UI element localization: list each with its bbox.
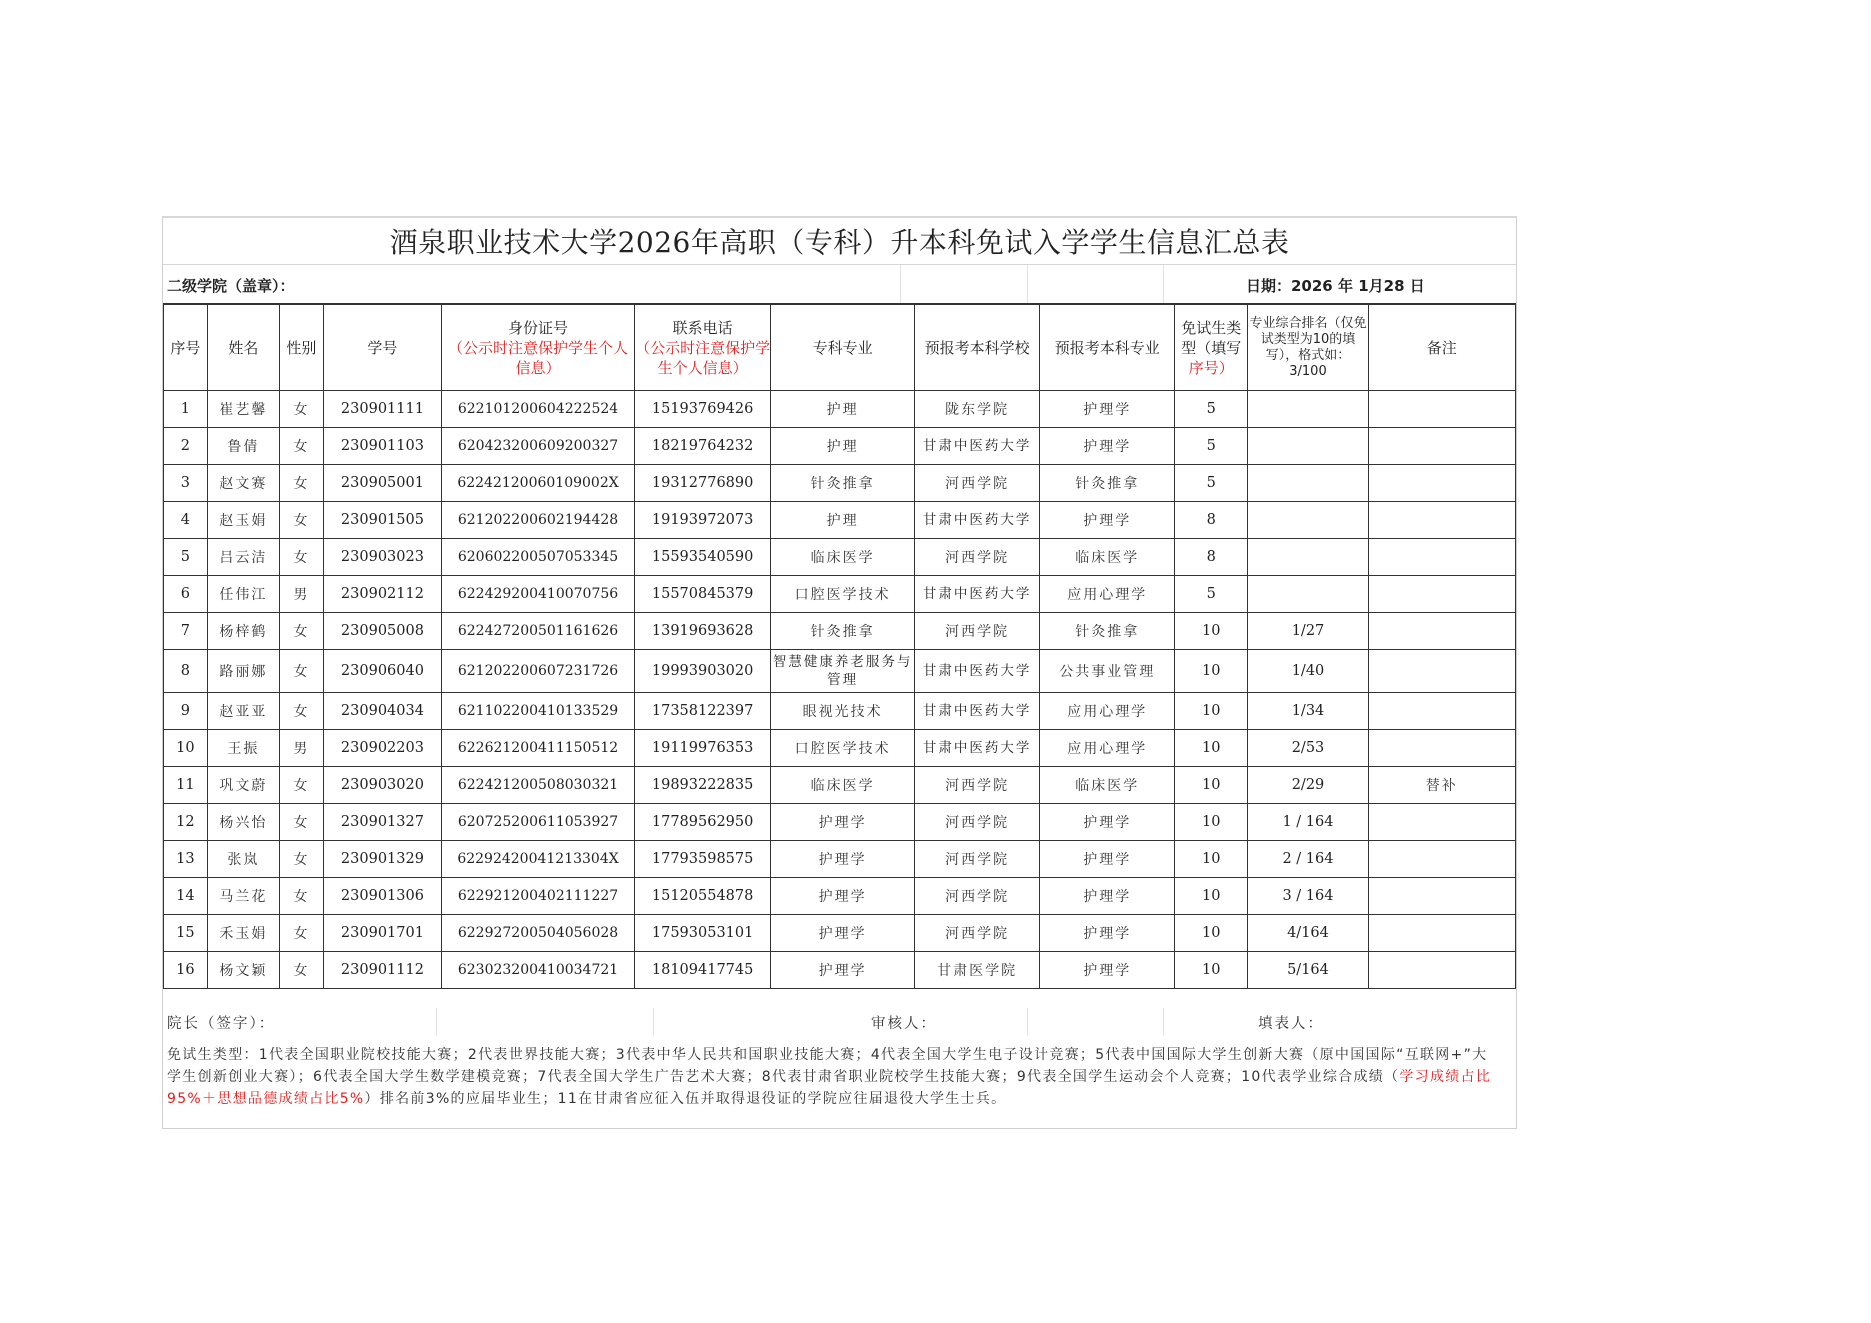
grid-divider xyxy=(1027,1008,1028,1036)
cell-major: 护理学 xyxy=(771,878,914,915)
cell-id-card: 620725200611053927 xyxy=(442,804,635,841)
cell-student-id: 230902112 xyxy=(323,576,442,613)
cell-id-card: 622429200410070756 xyxy=(442,576,635,613)
cell-seq: 13 xyxy=(164,841,208,878)
cell-id-card: 622421200508030321 xyxy=(442,767,635,804)
cell-name: 马兰花 xyxy=(207,878,279,915)
cell-major: 护理 xyxy=(771,502,914,539)
header-name: 姓名 xyxy=(207,305,279,391)
cell-name: 赵亚亚 xyxy=(207,693,279,730)
table-row xyxy=(164,613,1516,650)
cell-phone: 18109417745 xyxy=(634,952,771,989)
table-row xyxy=(164,428,1516,465)
cell-target-school: 河西学院 xyxy=(914,841,1040,878)
table-row xyxy=(164,878,1516,915)
footnote-part3: ）排名前3%的应届毕业生；11在甘肃省应征入伍并取得退役证的学院应往届退役大学生士兵。 xyxy=(364,1091,1007,1107)
cell-target-school: 甘肃中医药大学 xyxy=(914,650,1040,693)
cell-gender: 女 xyxy=(280,841,324,878)
cell-major: 临床医学 xyxy=(771,767,914,804)
cell-target-major: 应用心理学 xyxy=(1040,730,1175,767)
cell-phone: 17793598575 xyxy=(634,841,771,878)
cell-major: 护理学 xyxy=(771,915,914,952)
table-row xyxy=(164,952,1516,989)
cell-rank: 1/27 xyxy=(1248,613,1368,650)
cell-remark xyxy=(1368,693,1516,730)
header-type-label: 免试生类型（填写 xyxy=(1181,318,1242,357)
cell-target-school: 河西学院 xyxy=(914,767,1040,804)
cell-rank: 1 / 164 xyxy=(1248,804,1368,841)
cell-seq: 9 xyxy=(164,693,208,730)
cell-remark xyxy=(1368,804,1516,841)
cell-target-major: 临床医学 xyxy=(1040,767,1175,804)
cell-type: 5 xyxy=(1175,428,1248,465)
cell-name: 张岚 xyxy=(207,841,279,878)
cell-gender: 女 xyxy=(280,767,324,804)
grid-divider xyxy=(1163,1008,1164,1036)
cell-student-id: 230904034 xyxy=(323,693,442,730)
cell-type: 5 xyxy=(1175,391,1248,428)
cell-name: 任伟江 xyxy=(207,576,279,613)
cell-remark: 替补 xyxy=(1368,767,1516,804)
table-row xyxy=(164,804,1516,841)
cell-rank xyxy=(1248,539,1368,576)
cell-rank: 1/34 xyxy=(1248,693,1368,730)
cell-student-id: 230905001 xyxy=(323,465,442,502)
cell-student-id: 230901329 xyxy=(323,841,442,878)
cell-remark xyxy=(1368,539,1516,576)
footnote-highlight: 学习成绩占比95%＋思想品德成绩占比5% xyxy=(167,1069,1492,1107)
cell-seq: 1 xyxy=(164,391,208,428)
cell-student-id: 230901111 xyxy=(323,391,442,428)
cell-seq: 6 xyxy=(164,576,208,613)
cell-phone: 19193972073 xyxy=(634,502,771,539)
cell-remark xyxy=(1368,576,1516,613)
table-row xyxy=(164,539,1516,576)
cell-seq: 10 xyxy=(164,730,208,767)
cell-target-major: 临床医学 xyxy=(1040,539,1175,576)
college-label: 二级学院（盖章）： xyxy=(167,277,295,295)
table-row xyxy=(164,576,1516,613)
header-target-school: 预报考本科学校 xyxy=(914,305,1040,391)
reviewer-label: 审核人： xyxy=(871,1016,937,1032)
table-row xyxy=(164,391,1516,428)
cell-remark xyxy=(1368,841,1516,878)
cell-name: 鲁倩 xyxy=(207,428,279,465)
cell-id-card: 621202200607231726 xyxy=(442,650,635,693)
cell-rank: 2 / 164 xyxy=(1248,841,1368,878)
cell-target-major: 应用心理学 xyxy=(1040,576,1175,613)
table-row xyxy=(164,730,1516,767)
cell-rank xyxy=(1248,465,1368,502)
cell-student-id: 230903020 xyxy=(323,767,442,804)
cell-remark xyxy=(1368,878,1516,915)
cell-seq: 5 xyxy=(164,539,208,576)
cell-major: 护理 xyxy=(771,391,914,428)
cell-seq: 11 xyxy=(164,767,208,804)
cell-id-card: 622621200411150512 xyxy=(442,730,635,767)
cell-target-major: 护理学 xyxy=(1040,804,1175,841)
grid-divider xyxy=(653,1008,654,1036)
date-label: 日期：2026 年 1月28 日 xyxy=(1246,277,1425,295)
cell-seq: 12 xyxy=(164,804,208,841)
cell-remark xyxy=(1368,391,1516,428)
footnote xyxy=(167,1044,1497,1110)
cell-type: 10 xyxy=(1175,767,1248,804)
cell-phone: 15193769426 xyxy=(634,391,771,428)
cell-id-card: 621102200410133529 xyxy=(442,693,635,730)
cell-remark xyxy=(1368,730,1516,767)
grid-divider xyxy=(1027,265,1028,303)
cell-phone: 17593053101 xyxy=(634,915,771,952)
cell-seq: 16 xyxy=(164,952,208,989)
cell-type: 10 xyxy=(1175,650,1248,693)
cell-phone: 17789562950 xyxy=(634,804,771,841)
cell-name: 禾玉娟 xyxy=(207,915,279,952)
table-row xyxy=(164,915,1516,952)
header-id-card-label: 身份证号 xyxy=(508,318,569,337)
cell-id-card: 622921200402111227 xyxy=(442,878,635,915)
cell-gender: 女 xyxy=(280,804,324,841)
cell-remark xyxy=(1368,952,1516,989)
dean-signature-label: 院长（签字）： xyxy=(167,1016,276,1032)
cell-type: 10 xyxy=(1175,915,1248,952)
cell-student-id: 230901306 xyxy=(323,878,442,915)
cell-name: 王振 xyxy=(207,730,279,767)
cell-target-school: 甘肃医学院 xyxy=(914,952,1040,989)
cell-name: 杨梓鹤 xyxy=(207,613,279,650)
cell-target-school: 河西学院 xyxy=(914,878,1040,915)
cell-target-school: 甘肃中医药大学 xyxy=(914,730,1040,767)
cell-type: 10 xyxy=(1175,878,1248,915)
cell-major: 眼视光技术 xyxy=(771,693,914,730)
cell-gender: 女 xyxy=(280,693,324,730)
cell-name: 崔艺馨 xyxy=(207,391,279,428)
footnote-part1: 免试生类型：1代表全国职业院校技能大赛；2代表世界技能大赛；3代表中华人民共和国职业技能大赛；4代表全国大学生电子设计竞赛；5代表中国国际大学生创新大赛（原中国国际“互联网+”大学生创新创业大赛）；6代表全国大学生数学建模竞赛；7代表全国大学生广告艺术大赛；8代表甘肃省职业院校学生技能大赛；9代表全国学生运动会个人竞赛；10代表学业综合成绩（ xyxy=(167,1047,1488,1085)
cell-phone: 15120554878 xyxy=(634,878,771,915)
cell-type: 8 xyxy=(1175,502,1248,539)
cell-gender: 女 xyxy=(280,465,324,502)
cell-id-card: 62292420041213304X xyxy=(442,841,635,878)
cell-phone: 13919693628 xyxy=(634,613,771,650)
cell-rank xyxy=(1248,428,1368,465)
table-row xyxy=(164,650,1516,693)
signature-row xyxy=(163,1008,1516,1036)
cell-major: 护理学 xyxy=(771,952,914,989)
cell-seq: 14 xyxy=(164,878,208,915)
cell-gender: 男 xyxy=(280,730,324,767)
cell-phone: 15593540590 xyxy=(634,539,771,576)
cell-target-school: 河西学院 xyxy=(914,915,1040,952)
cell-student-id: 230901327 xyxy=(323,804,442,841)
cell-seq: 3 xyxy=(164,465,208,502)
cell-phone: 19312776890 xyxy=(634,465,771,502)
table-row xyxy=(164,465,1516,502)
header-student-id: 学号 xyxy=(323,305,442,391)
cell-id-card: 620423200609200327 xyxy=(442,428,635,465)
sheet-title: 酒泉职业技术大学2026年高职（专科）升本科免试入学学生信息汇总表 xyxy=(163,218,1516,265)
cell-remark xyxy=(1368,428,1516,465)
cell-id-card: 622927200504056028 xyxy=(442,915,635,952)
cell-remark xyxy=(1368,650,1516,693)
header-remark: 备注 xyxy=(1368,305,1516,391)
cell-type: 10 xyxy=(1175,841,1248,878)
cell-type: 5 xyxy=(1175,576,1248,613)
cell-gender: 女 xyxy=(280,915,324,952)
cell-student-id: 230901112 xyxy=(323,952,442,989)
cell-rank: 5/164 xyxy=(1248,952,1368,989)
cell-phone: 19893222835 xyxy=(634,767,771,804)
cell-rank xyxy=(1248,502,1368,539)
cell-name: 路丽娜 xyxy=(207,650,279,693)
cell-type: 5 xyxy=(1175,465,1248,502)
cell-target-school: 河西学院 xyxy=(914,613,1040,650)
cell-gender: 女 xyxy=(280,539,324,576)
cell-phone: 15570845379 xyxy=(634,576,771,613)
cell-major: 护理学 xyxy=(771,804,914,841)
cell-rank xyxy=(1248,576,1368,613)
cell-rank: 3 / 164 xyxy=(1248,878,1368,915)
table-row xyxy=(164,767,1516,804)
cell-student-id: 230905008 xyxy=(323,613,442,650)
cell-seq: 2 xyxy=(164,428,208,465)
cell-target-school: 河西学院 xyxy=(914,804,1040,841)
cell-target-major: 护理学 xyxy=(1040,428,1175,465)
cell-target-school: 甘肃中医药大学 xyxy=(914,576,1040,613)
cell-major: 智慧健康养老服务与管理 xyxy=(771,650,914,693)
grid-divider xyxy=(436,1008,437,1036)
summary-sheet xyxy=(162,216,1517,1129)
cell-rank: 4/164 xyxy=(1248,915,1368,952)
cell-student-id: 230906040 xyxy=(323,650,442,693)
cell-name: 杨文颖 xyxy=(207,952,279,989)
cell-rank xyxy=(1248,391,1368,428)
cell-type: 8 xyxy=(1175,539,1248,576)
cell-phone: 19119976353 xyxy=(634,730,771,767)
cell-gender: 女 xyxy=(280,650,324,693)
grid-divider xyxy=(900,265,901,303)
cell-target-school: 甘肃中医药大学 xyxy=(914,502,1040,539)
header-seq: 序号 xyxy=(164,305,208,391)
cell-type: 10 xyxy=(1175,804,1248,841)
cell-target-major: 护理学 xyxy=(1040,878,1175,915)
cell-target-school: 河西学院 xyxy=(914,465,1040,502)
cell-major: 针灸推拿 xyxy=(771,613,914,650)
cell-seq: 15 xyxy=(164,915,208,952)
cell-id-card: 622101200604222524 xyxy=(442,391,635,428)
cell-target-major: 应用心理学 xyxy=(1040,693,1175,730)
cell-name: 赵玉娟 xyxy=(207,502,279,539)
cell-gender: 女 xyxy=(280,613,324,650)
cell-id-card: 621202200602194428 xyxy=(442,502,635,539)
header-rank: 专业综合排名（仅免试类型为10的填写），格式如：3/100 xyxy=(1248,305,1368,391)
header-row xyxy=(164,305,1516,391)
header-major: 专科专业 xyxy=(771,305,914,391)
cell-major: 口腔医学技术 xyxy=(771,576,914,613)
cell-major: 护理学 xyxy=(771,841,914,878)
header-type-note: 序号） xyxy=(1188,358,1234,377)
cell-type: 10 xyxy=(1175,693,1248,730)
cell-name: 吕云洁 xyxy=(207,539,279,576)
cell-gender: 女 xyxy=(280,502,324,539)
cell-major: 针灸推拿 xyxy=(771,465,914,502)
header-id-card xyxy=(442,305,635,391)
cell-target-major: 护理学 xyxy=(1040,841,1175,878)
cell-target-school: 河西学院 xyxy=(914,539,1040,576)
cell-gender: 女 xyxy=(280,391,324,428)
cell-seq: 4 xyxy=(164,502,208,539)
header-id-card-note: （公示时注意保护学生个人信息） xyxy=(448,338,629,377)
header-phone-note: （公示时注意保护学生个人信息） xyxy=(635,338,771,377)
cell-target-major: 针灸推拿 xyxy=(1040,613,1175,650)
cell-gender: 男 xyxy=(280,576,324,613)
cell-seq: 7 xyxy=(164,613,208,650)
cell-rank: 2/53 xyxy=(1248,730,1368,767)
cell-gender: 女 xyxy=(280,878,324,915)
cell-id-card: 622427200501161626 xyxy=(442,613,635,650)
header-phone-label: 联系电话 xyxy=(672,318,733,337)
cell-phone: 19993903020 xyxy=(634,650,771,693)
cell-student-id: 230901103 xyxy=(323,428,442,465)
cell-target-major: 公共事业管理 xyxy=(1040,650,1175,693)
cell-target-school: 陇东学院 xyxy=(914,391,1040,428)
cell-target-major: 护理学 xyxy=(1040,502,1175,539)
cell-type: 10 xyxy=(1175,613,1248,650)
cell-id-card: 62242120060109002X xyxy=(442,465,635,502)
cell-target-school: 甘肃中医药大学 xyxy=(914,428,1040,465)
header-target-major: 预报考本科专业 xyxy=(1040,305,1175,391)
filler-label: 填表人： xyxy=(1258,1016,1324,1032)
header-type xyxy=(1175,305,1248,391)
cell-phone: 17358122397 xyxy=(634,693,771,730)
cell-major: 临床医学 xyxy=(771,539,914,576)
cell-target-major: 护理学 xyxy=(1040,952,1175,989)
cell-student-id: 230903023 xyxy=(323,539,442,576)
cell-target-major: 护理学 xyxy=(1040,391,1175,428)
meta-row xyxy=(163,265,1516,305)
student-table xyxy=(163,304,1516,989)
header-phone xyxy=(634,305,771,391)
cell-rank: 2/29 xyxy=(1248,767,1368,804)
cell-seq: 8 xyxy=(164,650,208,693)
table-row xyxy=(164,693,1516,730)
cell-student-id: 230901505 xyxy=(323,502,442,539)
cell-remark xyxy=(1368,613,1516,650)
cell-type: 10 xyxy=(1175,952,1248,989)
grid-divider xyxy=(1163,265,1164,303)
cell-remark xyxy=(1368,502,1516,539)
cell-id-card: 623023200410034721 xyxy=(442,952,635,989)
cell-rank: 1/40 xyxy=(1248,650,1368,693)
cell-student-id: 230901701 xyxy=(323,915,442,952)
cell-type: 10 xyxy=(1175,730,1248,767)
cell-remark xyxy=(1368,465,1516,502)
cell-target-major: 护理学 xyxy=(1040,915,1175,952)
table-row xyxy=(164,502,1516,539)
table-row xyxy=(164,841,1516,878)
header-gender: 性别 xyxy=(280,305,324,391)
cell-target-school: 甘肃中医药大学 xyxy=(914,693,1040,730)
cell-major: 口腔医学技术 xyxy=(771,730,914,767)
cell-name: 巩文蔚 xyxy=(207,767,279,804)
cell-gender: 女 xyxy=(280,952,324,989)
cell-gender: 女 xyxy=(280,428,324,465)
cell-id-card: 620602200507053345 xyxy=(442,539,635,576)
cell-phone: 18219764232 xyxy=(634,428,771,465)
cell-major: 护理 xyxy=(771,428,914,465)
cell-name: 赵文赛 xyxy=(207,465,279,502)
cell-student-id: 230902203 xyxy=(323,730,442,767)
cell-name: 杨兴怡 xyxy=(207,804,279,841)
cell-target-major: 针灸推拿 xyxy=(1040,465,1175,502)
cell-remark xyxy=(1368,915,1516,952)
